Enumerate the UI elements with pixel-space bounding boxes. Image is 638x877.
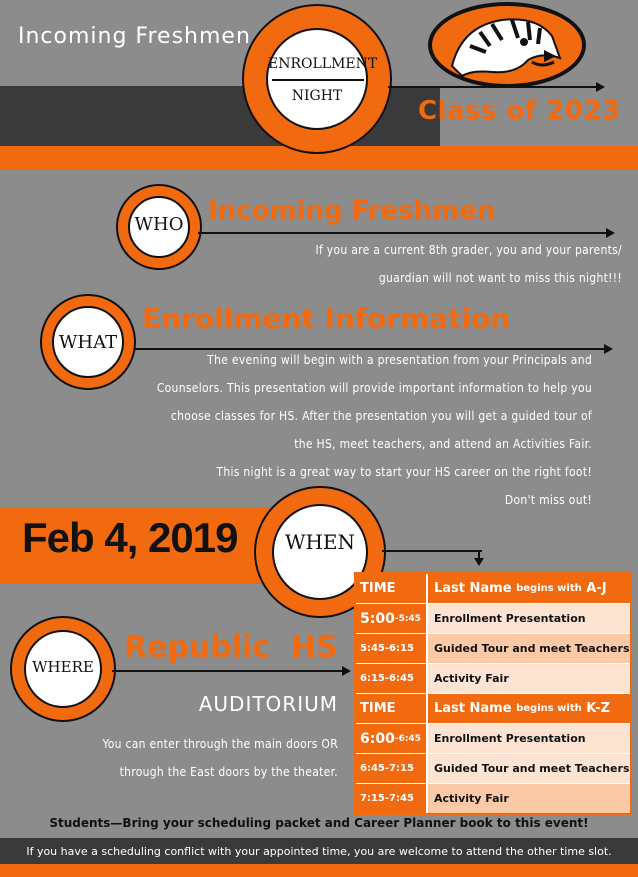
time-cell: 5:00 -5:45 bbox=[356, 604, 428, 633]
time-header: TIME bbox=[356, 574, 428, 603]
footer-note: Students—Bring your scheduling packet and Career Planner book to this event! bbox=[49, 816, 589, 830]
event-cell: Activity Fair bbox=[428, 784, 630, 813]
event-cell: Enrollment Presentation bbox=[428, 604, 630, 633]
schedule-table bbox=[354, 572, 632, 815]
time-header: TIME bbox=[356, 694, 428, 723]
night-label: NIGHT bbox=[291, 88, 343, 104]
where-circle bbox=[10, 616, 116, 722]
table-row bbox=[356, 783, 630, 813]
who-text-line: guardian will not want to miss this night!!! bbox=[378, 271, 622, 285]
where-text bbox=[8, 730, 338, 786]
event-cell: Enrollment Presentation bbox=[428, 724, 630, 753]
who-text bbox=[202, 236, 622, 292]
time-cell: 5:45-6:15 bbox=[356, 634, 428, 663]
who-title: Incoming Freshmen bbox=[208, 196, 496, 226]
footer-bar-text: If you have a scheduling conflict with your appointed time, you are welcome to attend the other time slot. bbox=[26, 844, 612, 858]
event-cell: Guided Tour and meet Teachers bbox=[428, 754, 630, 783]
where-arrow-line bbox=[112, 670, 344, 672]
who-arrow-line bbox=[198, 232, 608, 234]
table-row bbox=[356, 753, 630, 783]
what-text-line: Don't miss out! bbox=[504, 493, 592, 507]
table-row bbox=[356, 633, 630, 663]
what-text-line: The evening will begin with a presentation from your Principals and bbox=[207, 353, 592, 367]
table-row bbox=[356, 663, 630, 693]
time-cell: 6:00 -6:45 bbox=[356, 724, 428, 753]
where-arrow-head bbox=[342, 666, 351, 676]
event-cell: Guided Tour and meet Teachers bbox=[428, 634, 630, 663]
time-cell: 7:15-7:45 bbox=[356, 784, 428, 813]
where-text-line: You can enter through the main doors OR bbox=[102, 737, 338, 751]
where-location: AUDITORIUM bbox=[198, 692, 338, 716]
event-cell: Activity Fair bbox=[428, 664, 630, 693]
header-title: Incoming Freshmen bbox=[18, 24, 251, 49]
schedule-header-a-j bbox=[356, 574, 630, 603]
footer-bar bbox=[0, 838, 638, 864]
event-date: Feb 4, 2019 bbox=[22, 514, 238, 561]
who-circle bbox=[116, 184, 202, 270]
header-arrow-head bbox=[596, 82, 605, 92]
schedule-header-k-z bbox=[356, 693, 630, 723]
name-header: Last Name begins with K-Z bbox=[428, 694, 630, 723]
what-title: Enrollment Information bbox=[142, 302, 511, 335]
time-cell: 6:45-7:15 bbox=[356, 754, 428, 783]
what-text-line: Counselors. This presentation will provide important information to help you bbox=[156, 381, 592, 395]
enrollment-night-circle bbox=[242, 4, 392, 154]
enrollment-label: ENROLLMENT bbox=[268, 56, 378, 72]
what-text-line: choose classes for HS. After the presentation you will get a guided tour of bbox=[170, 409, 592, 423]
tiger-logo bbox=[428, 2, 586, 88]
when-arrow-line bbox=[382, 550, 482, 552]
who-label: WHO bbox=[134, 214, 184, 235]
who-text-line: If you are a current 8th grader, you and your parents/ bbox=[315, 243, 622, 257]
time-cell: 6:15-6:45 bbox=[356, 664, 428, 693]
table-row bbox=[356, 603, 630, 633]
where-label: WHERE bbox=[32, 658, 94, 676]
tiger-head-icon bbox=[432, 6, 582, 84]
name-header: Last Name begins with A-J bbox=[428, 574, 630, 603]
what-text-line: the HS, meet teachers, and attend an Activities Fair. bbox=[294, 437, 592, 451]
bottom-orange-band bbox=[0, 864, 638, 877]
what-text-line: This night is a great way to start your HS career on the right foot! bbox=[216, 465, 592, 479]
class-of-label: Class of 2023 bbox=[418, 96, 621, 126]
when-arrow-down-head bbox=[474, 558, 484, 566]
where-text-line: through the East doors by the theater. bbox=[119, 765, 338, 779]
when-label: WHEN bbox=[284, 530, 356, 554]
table-row bbox=[356, 723, 630, 753]
what-label: WHAT bbox=[58, 332, 118, 353]
what-arrow-head bbox=[604, 344, 613, 354]
where-title: Republic HS bbox=[124, 630, 338, 665]
